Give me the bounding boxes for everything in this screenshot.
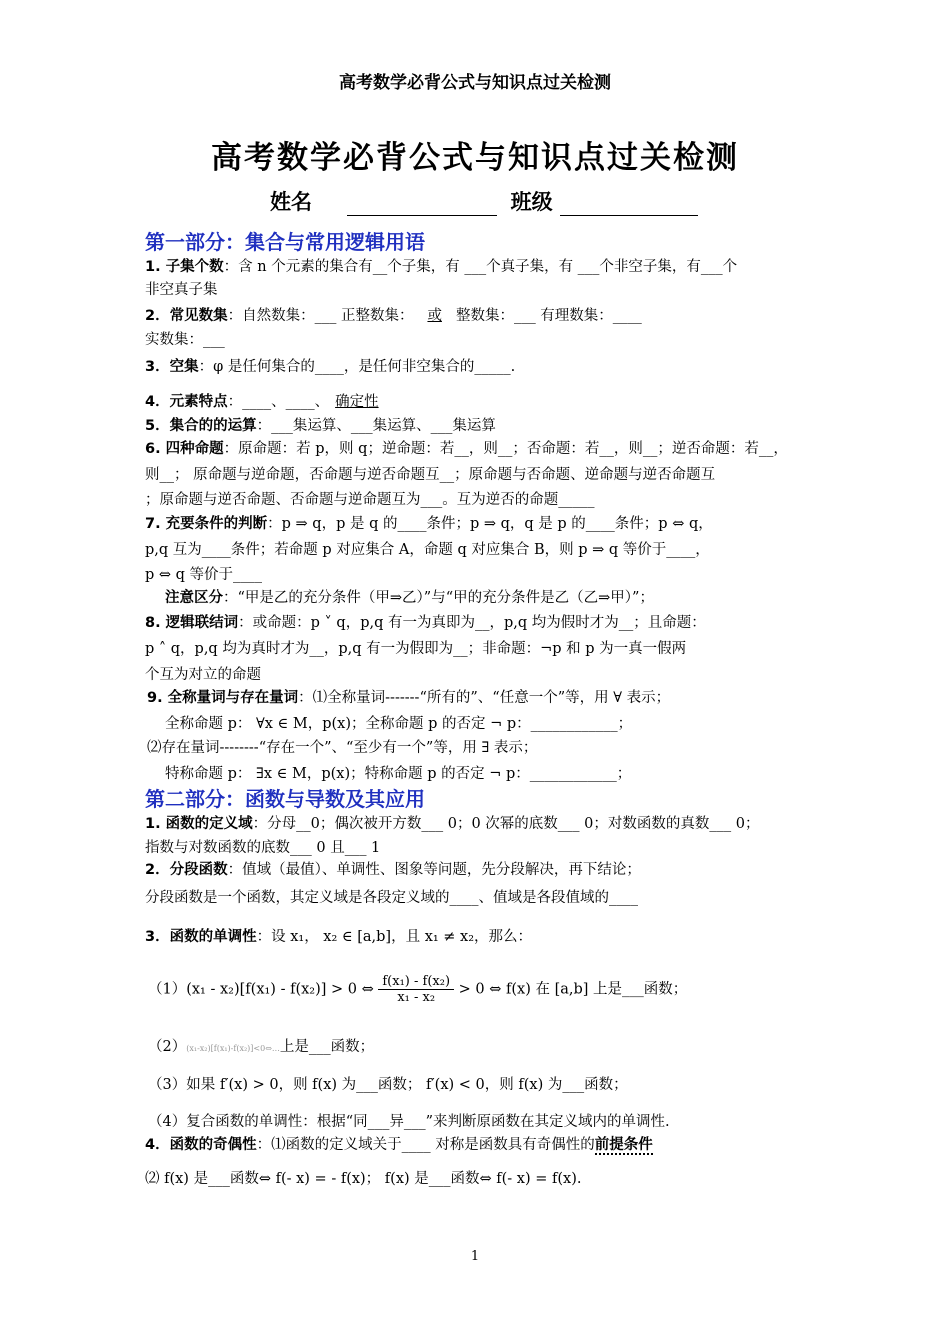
class-field[interactable] bbox=[560, 193, 698, 216]
key-term: 前提条件 bbox=[594, 1137, 653, 1153]
item-label: 2．分段函数 bbox=[145, 862, 228, 878]
item-1-subsets bbox=[145, 255, 737, 276]
note-text: ：“甲是乙的充分条件（甲⇒乙）”与“甲的充分条件是乙（乙⇒甲）”； bbox=[223, 590, 654, 606]
item-2-line2: 分段函数是一个函数，其定义域是各段定义域的____、值域是各段值域的____ bbox=[145, 890, 638, 906]
name-label: 姓名 bbox=[270, 190, 312, 214]
fraction-numerator: f(x₁) - f(x₂) bbox=[378, 974, 454, 990]
item-7-conditions bbox=[145, 512, 713, 533]
monotonicity-case-4: （4）复合函数的单调性：根据“同___异___”来判断原函数在其定义域内的单调性. bbox=[148, 1114, 670, 1130]
item-text: ：分母__0；偶次被开方数___ 0；0 次幂的底数___ 0；对数函数的真数___ 0； bbox=[252, 816, 760, 832]
item-text: ：含 n 个元素的集合有__个子集，有 ___个真子集，有 ___个非空子集，有___个 bbox=[223, 259, 738, 275]
item-label: 8. 逻辑联结词 bbox=[145, 615, 239, 631]
item-label: 4．函数的奇偶性 bbox=[145, 1137, 257, 1153]
item-9-line2: 全称命题 p： ∀x ∈ M，p(x)；全称命题 p 的否定 ¬ p：____________； bbox=[165, 716, 633, 732]
item-text: ：____、____、 bbox=[227, 394, 330, 410]
item-label: 9. 全称量词与存在量词 bbox=[147, 690, 299, 706]
item-4-parity bbox=[145, 1133, 653, 1154]
item-text: ：⑴全称量词-------“所有的”、“任意一个”等，用 ∀ 表示； bbox=[298, 690, 671, 706]
determinacy-text: 确定性 bbox=[335, 394, 379, 410]
item-3-empty-set bbox=[145, 355, 515, 376]
item-text: ：设 x₁， x₂ ∈ [a,b]，且 x₁ ≠ x₂，那么： bbox=[256, 929, 533, 945]
item-9-line4: 特称命题 p： ∃x ∈ M，p(x)；特称命题 p 的否定 ¬ p：____________； bbox=[165, 766, 632, 782]
or-text: 或 bbox=[427, 308, 442, 324]
case-text: （2） bbox=[148, 1039, 187, 1055]
item-text: ：原命题：若 p，则 q；逆命题：若__，则__；否命题：若__，则__；逆否命题：若__， bbox=[223, 441, 788, 457]
note-distinguish bbox=[165, 586, 654, 607]
item-text: ：___集运算、___集运算、___集运算 bbox=[256, 418, 496, 434]
item-label: 6. 四种命题 bbox=[145, 441, 224, 457]
item-5-set-operations bbox=[145, 414, 496, 435]
item-1-line2: 非空真子集 bbox=[145, 282, 218, 298]
fraction-denominator: x₁ - x₂ bbox=[397, 990, 436, 1005]
item-label: 3．函数的单调性 bbox=[145, 929, 257, 945]
student-info-row bbox=[270, 186, 698, 216]
case-text: > 0 ⇔ f(x) 在 [a,b] 上是___函数； bbox=[458, 981, 688, 998]
monotonicity-case-3: （3）如果 f′(x) > 0，则 f(x) 为___函数； f′(x) < 0，则 f(x) 为___函数； bbox=[148, 1077, 628, 1093]
section-title-part1: 第一部分：集合与常用逻辑用语 bbox=[145, 230, 425, 254]
name-field[interactable] bbox=[347, 193, 497, 216]
page-header: 高考数学必背公式与知识点过关检测 bbox=[339, 73, 611, 93]
case-text: 上是___函数； bbox=[279, 1039, 375, 1055]
item-2-number-sets bbox=[145, 304, 642, 325]
item-3-monotonicity bbox=[145, 925, 532, 946]
item-text: ：φ 是任何集合的____，是任何非空集合的_____. bbox=[198, 359, 516, 375]
item-2-piecewise bbox=[145, 858, 641, 879]
item-6-four-propositions bbox=[145, 437, 788, 458]
item-4-line2: ⑵ f(x) 是___函数⇔ f(- x) = - f(x)； f(x) 是___函数⇔ f(- x) = f(x). bbox=[145, 1171, 582, 1187]
item-label: 1. 函数的定义域 bbox=[145, 816, 253, 832]
section-title-part2: 第二部分：函数与导数及其应用 bbox=[145, 787, 425, 811]
monotonicity-case-2 bbox=[148, 1035, 374, 1056]
note-label: 注意区分 bbox=[165, 590, 223, 606]
class-label: 班级 bbox=[510, 190, 553, 214]
item-label: 3．空集 bbox=[145, 359, 199, 375]
item-6-line3: ；原命题与逆否命题、否命题与逆命题互为___。互为逆否的命题_____ bbox=[145, 492, 595, 508]
item-9-quantifiers bbox=[147, 686, 670, 707]
item-label: 5．集合的的运算 bbox=[145, 418, 257, 434]
item-9-line3: ⑵存在量词--------“存在一个”、“至少有一个”等，用 ∃ 表示； bbox=[147, 740, 538, 756]
item-text: ：自然数集：___ 正整数集： bbox=[227, 308, 414, 324]
small-formula: (x₁-x₂)[f(x₁)-f(x₂)]<0⇔… bbox=[186, 1044, 280, 1053]
item-text: ：p ⇒ q，p 是 q 的____条件；p ⇒ q，q 是 p 的____条件；p ⇔ q， bbox=[267, 516, 713, 532]
page-number: 1 bbox=[470, 1249, 480, 1264]
item-7-line3: p ⇔ q 等价于____ bbox=[145, 567, 263, 583]
item-text: ：或命题：p ˅ q，p,q 有一为真即为__，p,q 均为假时才为__；且命题： bbox=[238, 615, 706, 631]
item-text: 整数集：___ 有理数集：____ bbox=[455, 308, 642, 324]
item-4-element-traits bbox=[145, 390, 385, 411]
monotonicity-case-1 bbox=[148, 974, 687, 1005]
item-7-line2: p,q 互为____条件；若命题 p 对应集合 A，命题 q 对应集合 B，则 p ⇒ q 等价于____， bbox=[145, 542, 710, 558]
item-label: 4．元素特点 bbox=[145, 394, 228, 410]
item-1-line2: 指数与对数函数的底数___ 0 且___ 1 bbox=[145, 840, 381, 856]
item-2-line2: 实数集：___ bbox=[145, 332, 225, 348]
item-label: 1. 子集个数 bbox=[145, 259, 224, 275]
item-text: ：值域（最值）、单调性、图象等问题，先分段解决，再下结论； bbox=[227, 862, 641, 878]
item-6-line2: 则__； 原命题与逆命题，否命题与逆否命题互__；原命题与否命题、逆命题与逆否命题互 bbox=[145, 467, 716, 483]
case-text: （1）(x₁ - x₂)[f(x₁) - f(x₂)] > 0 ⇔ bbox=[148, 981, 374, 998]
item-1-domain bbox=[145, 812, 759, 833]
item-label: 7. 充要条件的判断 bbox=[145, 516, 268, 532]
item-text: ：⑴函数的定义域关于____ 对称是函数具有奇偶性的 bbox=[256, 1137, 595, 1153]
fraction bbox=[378, 974, 454, 1005]
main-title: 高考数学必背公式与知识点过关检测 bbox=[211, 140, 739, 176]
item-8-connectives bbox=[145, 611, 706, 632]
item-8-line2: p ˄ q，p,q 均为真时才为__，p,q 有一为假即为__；非命题：¬p 和 p 为一真一假两 bbox=[145, 641, 687, 657]
item-8-line3: 个互为对立的命题 bbox=[145, 667, 261, 683]
item-label: 2．常见数集 bbox=[145, 308, 228, 324]
